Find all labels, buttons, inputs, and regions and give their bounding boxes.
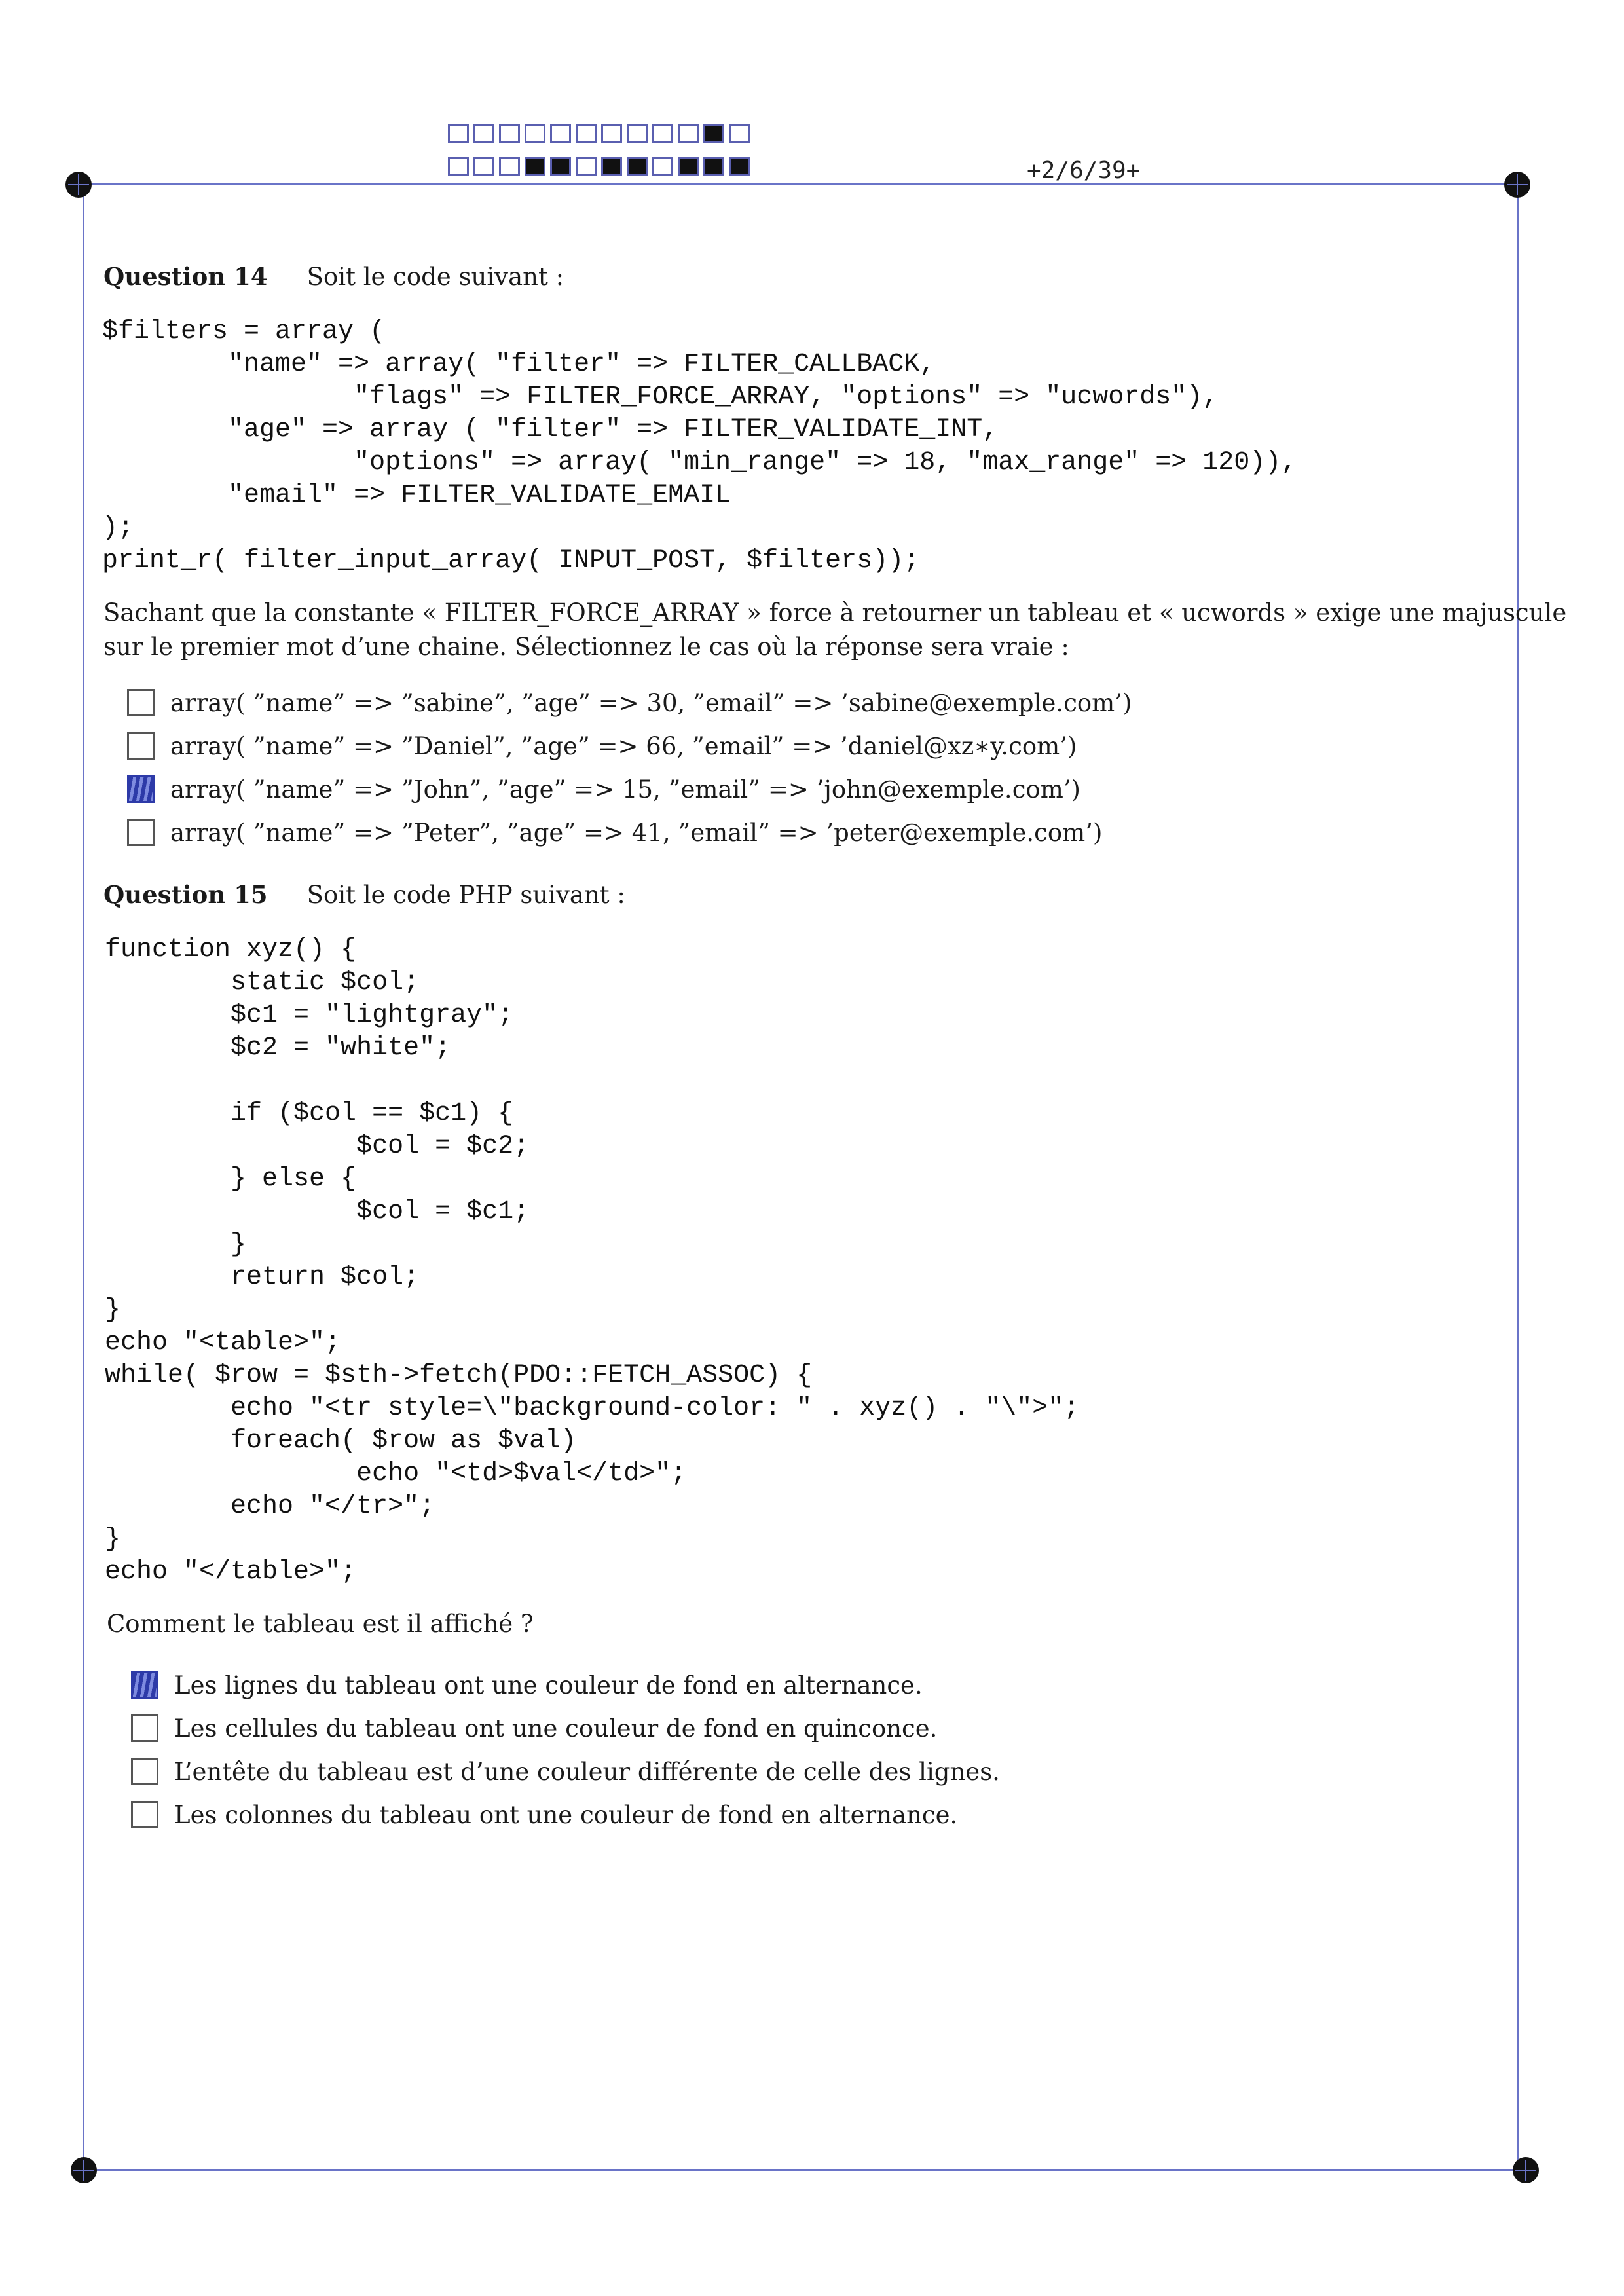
answer-checkbox[interactable] [127,775,155,803]
page-code-cell [652,157,673,176]
answer-option[interactable] [131,1663,923,1707]
answer-option[interactable] [127,724,1077,768]
frame-bottom-line [83,2169,1519,2171]
corner-marker-bottom-left [71,2157,97,2183]
answer-option[interactable] [127,681,1132,724]
page-code-cell [448,157,469,176]
question-title: Soit le code PHP suivant : [306,881,625,909]
question-14-prompt: Sachant que la constante « FILTER_FORCE_ARRAY » force à retourner un tableau et « ucwords » exige une majuscule sur le premier mot d’une chaine. Sélectionnez le cas où la réponse sera vraie : [103,599,1567,661]
page-code-cell [550,157,571,176]
answer-text: L’entête du tableau est d’une couleur différente de celle des lignes. [174,1757,1000,1786]
page-code-cell [448,124,469,143]
answer-text: array( ”name” => ”Daniel”, ”age” => 66, ”email” => ’daniel@xz∗y.com’) [170,731,1077,760]
corner-marker-top-right [1504,172,1530,198]
page-code-cell [729,157,750,176]
page-code-cell [729,124,750,143]
frame-top-line [77,183,1518,185]
page-code-cell [473,124,494,143]
question-14-code: $filters = array ( "name" => array( "filter" => FILTER_CALLBACK, "flags" => FILTER_FORCE_ARRAY, "options" => "ucwords"), "age" => array ( "filter" => FILTER_VALIDATE_INT, "options" => array( "min_range" => 18, "max_range" => 120)), "email" => FILTER_VALIDATE_EMAIL ); print_r( filter_input_array( INPUT_POST, $filters)); [102,317,1297,576]
question-15-header [103,880,625,909]
answer-checkbox[interactable] [127,689,155,716]
answer-option[interactable] [131,1750,1000,1793]
page-code-cell [525,124,545,143]
page-code-cell [473,157,494,176]
answer-option[interactable] [127,811,1102,854]
page-code-cell [703,157,724,176]
page-code-cell [525,157,545,176]
page-id: +2/6/39+ [1027,157,1141,184]
question-title: Soit le code suivant : [306,263,564,291]
question-15-code: function xyz() { static $col; $c1 = "lightgray"; $c2 = "white"; if ($col == $c1) { $col = $c2; } else { $col = $c1; } return $col; } echo "<table>"; while( $row = $sth->fetch(PDO::FETCH_ASSOC) { echo "<tr style=\"background-color: " . xyz() . "\">"; foreach( $row as $val) echo "<td>$val</td>"; echo "</tr>"; } echo "</table>"; [105,935,1080,1587]
answer-checkbox[interactable] [131,1758,158,1785]
page-code-cell [652,124,673,143]
page-code-cell [601,124,622,143]
page-code-row-2 [448,157,754,178]
page-code-cell [550,124,571,143]
answer-text: Les cellules du tableau ont une couleur de fond en quinconce. [174,1714,938,1743]
answer-checkbox[interactable] [131,1801,158,1828]
answer-text: array( ”name” => ”Peter”, ”age” => 41, ”email” => ’peter@exemple.com’) [170,818,1103,847]
page-code-cell [678,157,699,176]
page-code-cell [627,157,648,176]
frame-left-line [83,183,84,2174]
page-code-cell [703,124,724,143]
page-code-cell [499,157,520,176]
corner-marker-top-left [65,172,92,198]
answer-checkbox[interactable] [127,819,155,846]
page-code-cell [601,157,622,176]
answer-checkbox[interactable] [127,732,155,760]
question-14-header [103,262,564,291]
question-number: Question 14 [103,262,268,291]
page-code-cell [576,157,597,176]
answer-checkbox[interactable] [131,1671,158,1699]
page-code-cell [678,124,699,143]
answer-text: Les colonnes du tableau ont une couleur de fond en alternance. [174,1800,958,1829]
answer-option[interactable] [127,768,1080,811]
page-code-cell [576,124,597,143]
answer-text: array( ”name” => ”John”, ”age” => 15, ”email” => ’john@exemple.com’) [170,775,1080,804]
frame-right-line [1517,183,1519,2174]
page-code-cell [627,124,648,143]
answer-text: Les lignes du tableau ont une couleur de fond en alternance. [174,1671,923,1699]
answer-option[interactable] [131,1707,937,1750]
question-number: Question 15 [103,880,268,909]
answer-checkbox[interactable] [131,1714,158,1742]
corner-marker-bottom-right [1513,2157,1539,2183]
answer-text: array( ”name” => ”sabine”, ”age” => 30, ”email” => ’sabine@exemple.com’) [170,688,1132,717]
page-code-row-1 [448,124,754,145]
answer-option[interactable] [131,1793,957,1836]
page-code-cell [499,124,520,143]
question-15-prompt: Comment le tableau est il affiché ? [107,1610,534,1638]
